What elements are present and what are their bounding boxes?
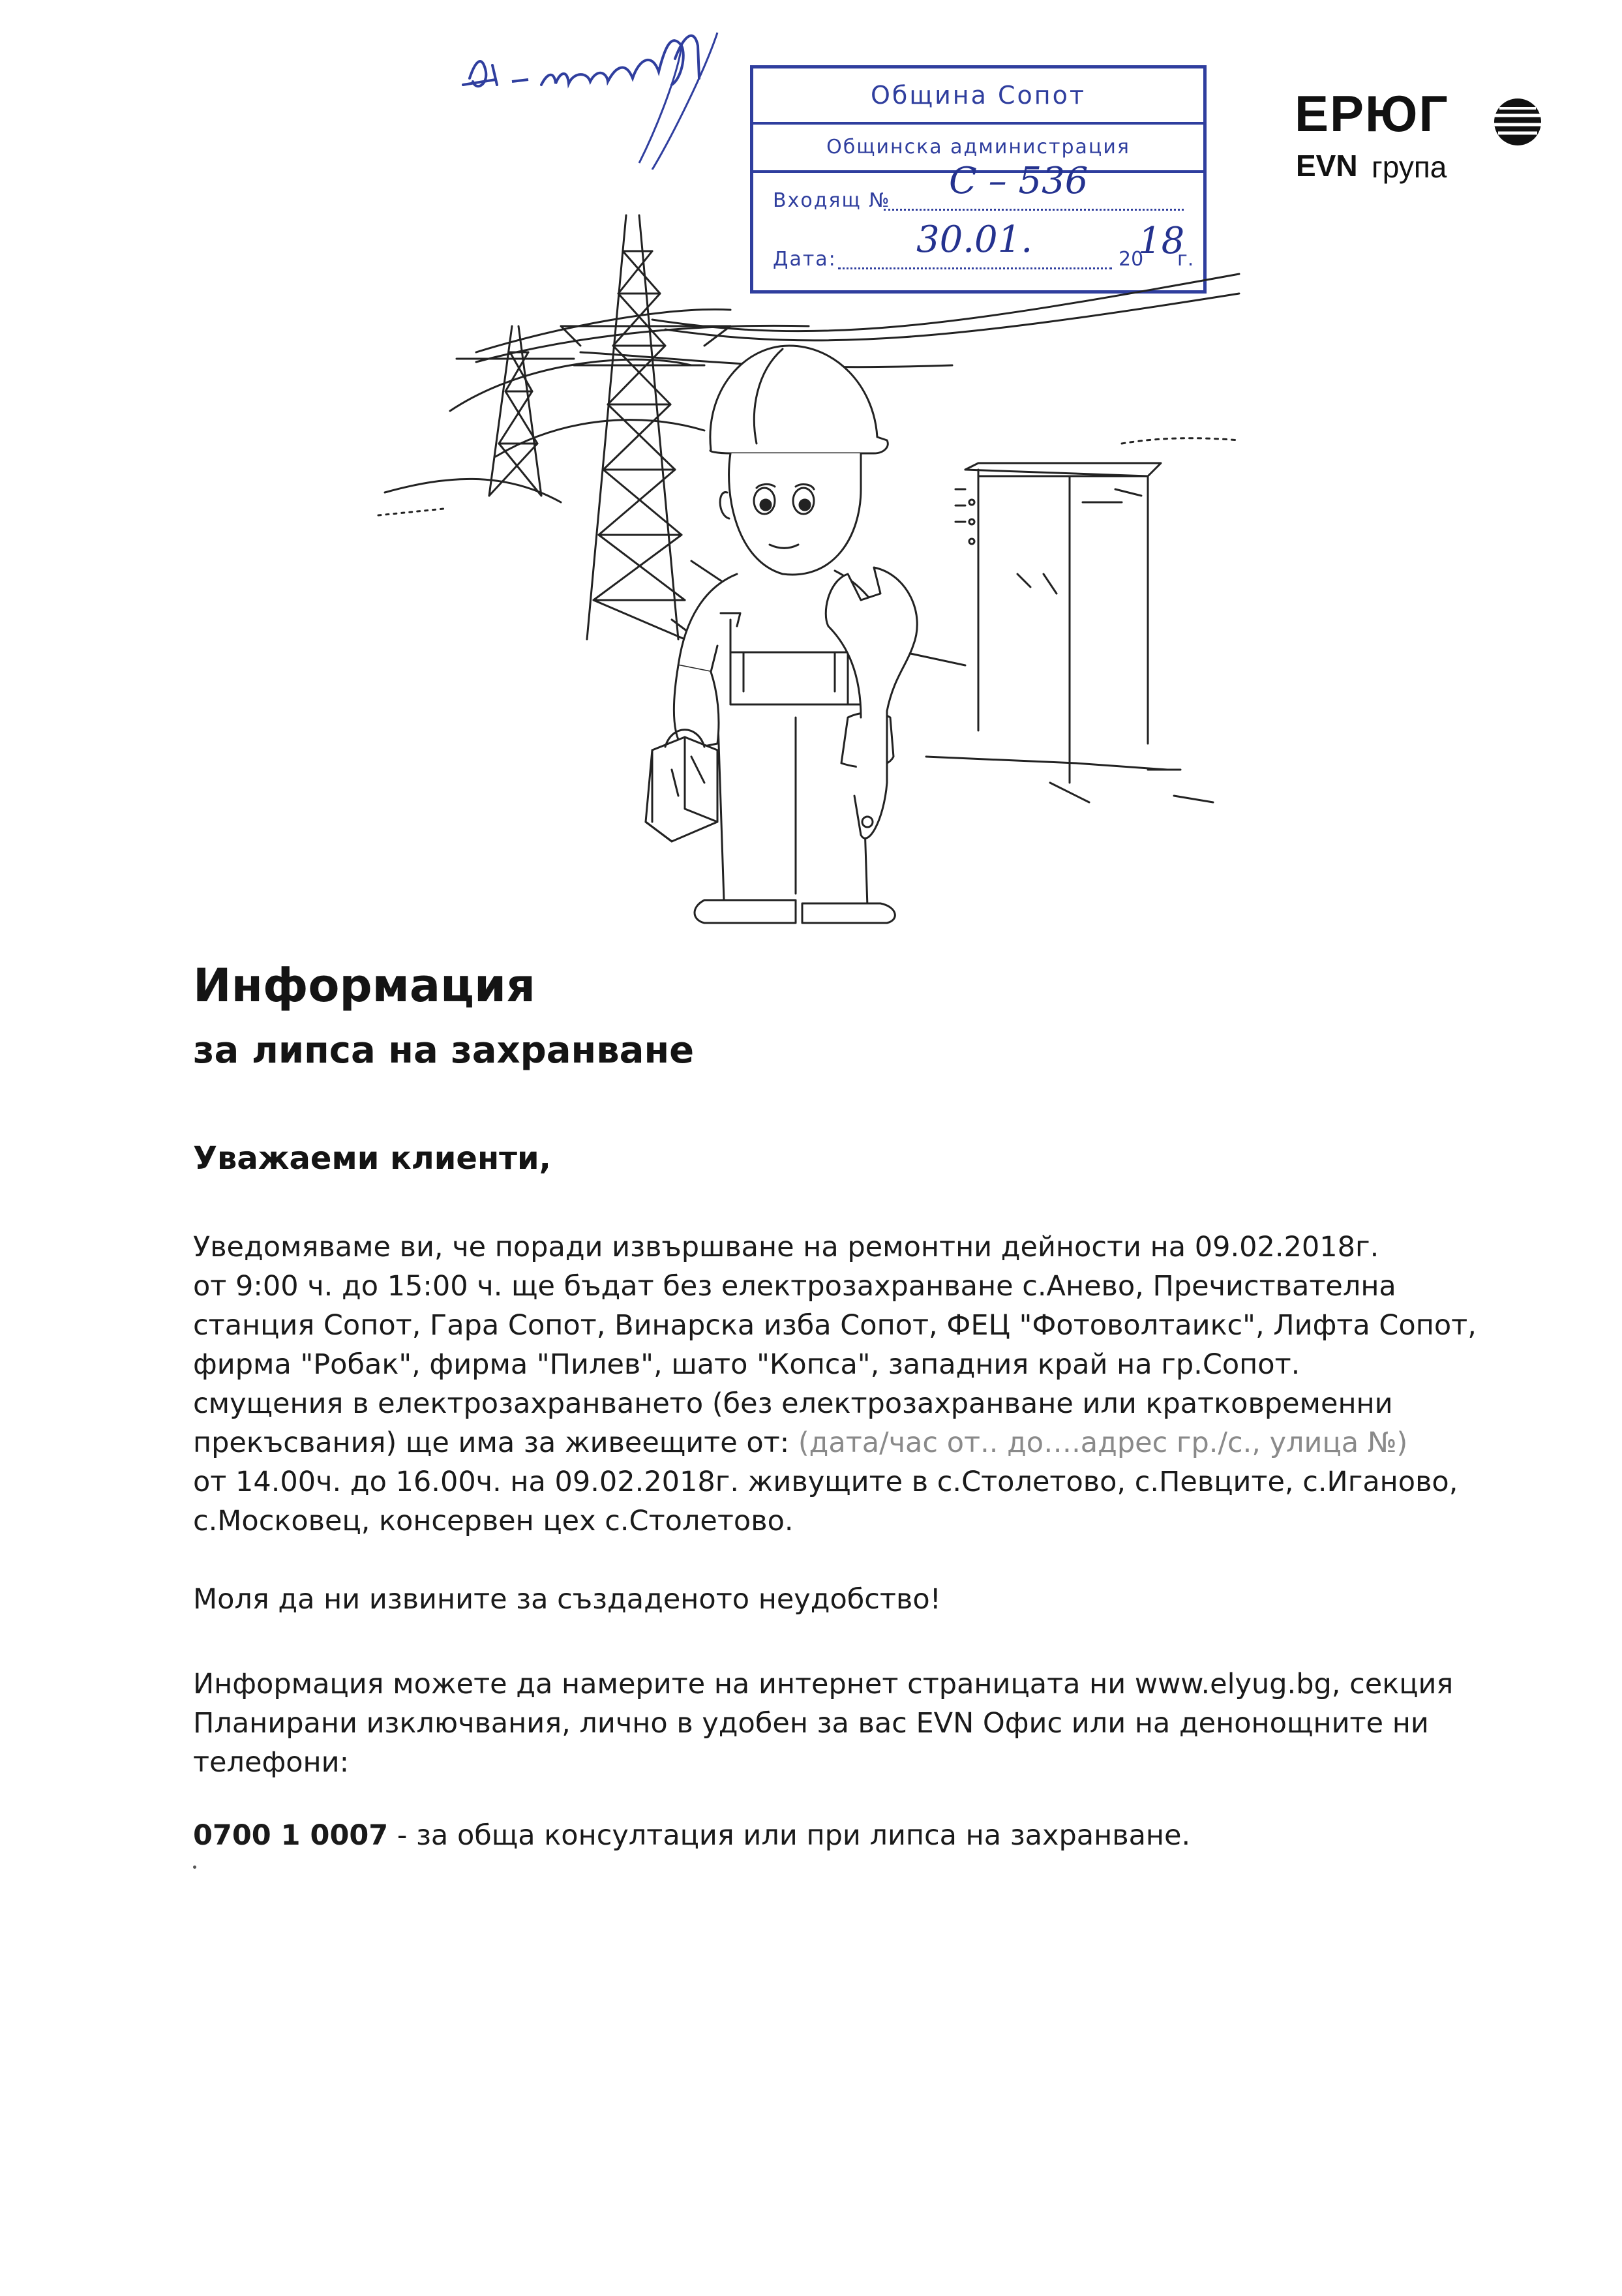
info-line-1: Информация можете да намерите на интернет страницата ни www.elyug.bg, секция <box>193 1668 1454 1700</box>
apology-paragraph: Моля да ни извините за създаденото неудобство! <box>193 1583 941 1616</box>
phone-number: 0700 1 0007 <box>193 1819 389 1852</box>
info-line-2: Планирани изключвания, лично в удобен за вас EVN Офис или на денонощните ни <box>193 1707 1429 1740</box>
stamp-entry-number: С – 536 <box>949 160 1089 202</box>
phone-description: - за обща консултация или при липса на захранване. <box>388 1819 1191 1852</box>
stray-dot <box>193 1865 196 1869</box>
page-subtitle: за липса на захранване <box>193 1029 695 1072</box>
page-title: Информация <box>193 959 535 1012</box>
handwritten-annotation <box>457 20 757 170</box>
phone-line <box>193 1816 1190 1855</box>
notice-placeholder: (дата/час от.. до….адрес гр./с., улица №) <box>798 1427 1408 1459</box>
logo-group: група <box>1372 150 1447 184</box>
info-line-3: телефони: <box>193 1746 350 1779</box>
stamp-date-label: Дата: <box>773 248 837 271</box>
notice-line-5: смущения в електрозахранването (без електрозахранване или кратковременни <box>193 1387 1393 1420</box>
notice-line-1: Уведомяваме ви, че поради извършване на ремонтни дейности на 09.02.2018г. <box>193 1231 1379 1263</box>
outage-notice-paragraph <box>193 1228 1477 1541</box>
stamp-administration: Общинска администрация <box>753 125 1203 173</box>
logo-evn: EVN <box>1296 149 1358 183</box>
notice-line-8: с.Московец, консервен цех с.Столетово. <box>193 1505 794 1537</box>
notice-line-6-text: прекъсвания) ще има за живеещите от: <box>193 1427 798 1459</box>
notice-line-6 <box>193 1423 1465 1462</box>
notice-line-4: фирма "Робак", фирма "Пилев", шато "Копса", западния край на гр.Сопот. <box>193 1348 1300 1381</box>
stamp-date-value: 30.01. <box>916 219 1033 261</box>
stamp-year-prefix: 20 <box>1119 248 1144 271</box>
technician-illustration <box>365 196 1252 926</box>
stamp-entry-label: Входящ № <box>773 189 891 212</box>
stamp-year-value: 18 <box>1138 220 1185 262</box>
notice-line-3: станция Сопот, Гара Сопот, Винарска изба Сопот, ФЕЦ "Фотоволтаикс", Лифта Сопот, <box>193 1309 1477 1342</box>
stamp-year-suffix: г. <box>1177 248 1194 271</box>
logo-wordmark: ЕРЮГ <box>1295 85 1449 142</box>
logo-globe-icon <box>1492 96 1544 148</box>
stamp-municipality: Община Сопот <box>753 68 1203 125</box>
info-paragraph <box>193 1665 1465 1782</box>
company-logo <box>1295 85 1555 192</box>
greeting: Уважаеми клиенти, <box>193 1140 551 1177</box>
notice-line-2: от 9:00 ч. до 15:00 ч. ще бъдат без електрозахранване с.Анево, Пречиствателна <box>193 1270 1396 1303</box>
notice-line-7: от 14.00ч. до 16.00ч. на 09.02.2018г. живущите в с.Столетово, с.Певците, с.Иганово, <box>193 1466 1458 1498</box>
